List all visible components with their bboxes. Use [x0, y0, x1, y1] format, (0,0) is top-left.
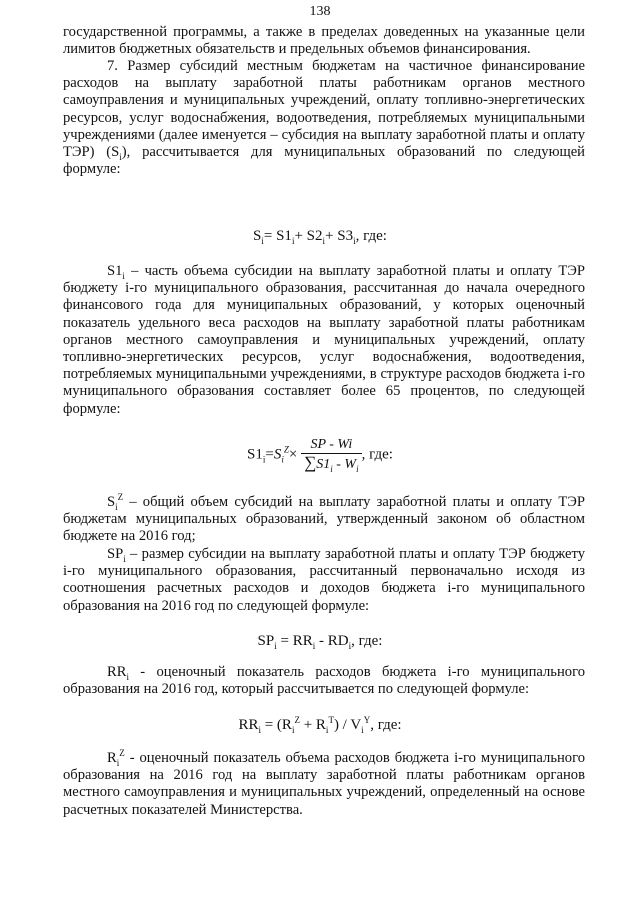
rr-definition	[63, 664, 585, 698]
s1-text: – часть объема субсидии на выплату заработной платы и оплату ТЭР бюджету i-го муниципального образования, рассчитанная до начала очередного финансового года для муниципальных образований, у которых оценочный показатель удельного веса расходов на выплату заработной платы работникам органов местного самоуправления и муниципальных учреждений, оплату топливно-энергетических ресурсов, услуг водоснабжения, водоотведения, потребляемых муниципальными учреждениями, в структуре расходов бюджета i-го муниципального образования составляет более 65 процентов, по следующей формуле:	[63, 263, 585, 417]
f2-s-sub: i	[281, 454, 284, 465]
sp-text: – размер субсидии на выплату заработной платы и оплату ТЭР бюджету i-го муниципального образования, рассчитанный первоначально исходя из соотношения расчетных расходов и доходов бюджета i-го муниципального образования на 2016 год по следующей формуле:	[63, 546, 585, 614]
f4-r1-sup: Z	[294, 715, 300, 725]
f2-numerator: SP - Wi	[301, 437, 361, 454]
f2-lhs-sub: i	[262, 454, 266, 465]
f2-denominator	[301, 454, 361, 473]
page-number: 138	[309, 4, 331, 19]
f3-gde: , где:	[351, 633, 383, 649]
f4-eq: = (R	[260, 717, 292, 733]
f4-plus: + R	[299, 717, 326, 733]
s1-head: S1	[107, 263, 123, 279]
paragraph-7-tail: ), рассчитывается для муниципальных образований по следующей формуле:	[63, 144, 585, 178]
f4-div: ) / V	[333, 717, 362, 733]
f1-plus1: + S2	[294, 228, 323, 244]
f3-a-sub: i	[274, 641, 277, 651]
s1-definition	[63, 263, 585, 418]
f2-eq: =	[265, 446, 274, 463]
formula-s1	[0, 437, 640, 473]
sp-definition	[63, 546, 585, 615]
f4-r2-sup: T	[328, 715, 334, 725]
f4-a-sub: i	[258, 725, 261, 735]
f4-gde: , где:	[370, 717, 402, 733]
f1-sub-4: i	[353, 236, 356, 246]
f4-v-sub: i	[361, 725, 364, 735]
formula-sp	[0, 633, 640, 650]
sp-head: SP	[107, 546, 124, 562]
f1-sub: i	[261, 236, 264, 246]
paragraph-7-text: 7. Размер субсидий местным бюджетам на частичное финансирование расходов на выплату заработной платы работникам органов местного самоуправления и муниципальных учреждений, оплату топливно-энергетических ресурсов, услуг водоснабжения, водоотведения, потребляемых муниципальными учреждениями (далее именуется – субсидия на выплату заработной платы и оплату ТЭР) (S	[63, 58, 585, 161]
f2-den-minus: - W	[332, 457, 357, 472]
rr-text: - оценочный показатель расходов бюджета i-го муниципального образования на 2016 год, который рассчитывается по следующей формуле:	[63, 664, 585, 698]
siz-head: S	[107, 494, 116, 510]
formula-si	[0, 228, 640, 245]
f3-b-sub: i	[312, 641, 316, 651]
sigma-symbol: ∑	[304, 453, 317, 472]
riz-definition	[63, 750, 585, 819]
f1-s: S	[253, 228, 262, 244]
f2-times: ×	[288, 446, 298, 463]
f2-fraction	[301, 437, 361, 473]
riz-sub: i	[116, 757, 120, 768]
f4-a: RR	[238, 717, 259, 733]
f3-eq: = RR	[276, 633, 313, 649]
riz-text: - оценочный показатель объема расходов бюджета i-го муниципального образования на 2016 год на выплату заработной платы работникам органов местного самоуправления и муниципальных учреждений, определенный на основе расчетных показателей Министерства.	[63, 750, 585, 818]
siz-sup: Z	[117, 492, 124, 503]
rr-sub: i	[126, 671, 129, 682]
f4-r2-sub: i	[325, 725, 329, 735]
formula-rr	[0, 717, 640, 734]
f4-r1-sub: i	[291, 725, 295, 735]
f3-c-sub: i	[348, 641, 352, 651]
siz-sub: i	[115, 501, 118, 512]
f3-a: SP	[257, 633, 275, 649]
f2-den-sub: i	[330, 463, 333, 474]
paragraph-7-sub: i	[119, 151, 122, 162]
siz-text: – общий объем субсидий на выплату заработной платы и оплату ТЭР бюджетам муниципальных образований, утвержденный законом об областном бюджете на 2016 год;	[63, 494, 585, 545]
f4-v-sup: Y	[363, 715, 371, 725]
f1-sub-3: i	[322, 236, 326, 246]
f2-s-sup: Z	[283, 444, 289, 455]
f1-eq: = S1	[263, 228, 292, 244]
sp-sub: i	[123, 553, 126, 564]
rr-head: RR	[107, 664, 127, 680]
f2-lhs: S1	[247, 446, 263, 463]
siz-definition	[63, 494, 585, 546]
s1-sub: i	[122, 270, 125, 281]
f1-sub-2: i	[291, 236, 295, 246]
intro-paragraph: государственной программы, а также в пределах доведенных на указанные цели лимитов бюджетных обязательств и предельных объемов финансирования.	[63, 24, 585, 58]
riz-head: R	[107, 750, 117, 766]
f2-den-s: S1	[316, 457, 331, 472]
f2-gde: , где:	[361, 446, 393, 463]
f2-s: S	[273, 446, 282, 463]
paragraph-7	[63, 58, 585, 178]
f1-gde: , где:	[355, 228, 387, 244]
f3-minus: - RD	[315, 633, 349, 649]
riz-sup: Z	[119, 748, 125, 759]
f1-plus2: + S3	[325, 228, 354, 244]
f2-den-w-sub: i	[356, 463, 359, 474]
